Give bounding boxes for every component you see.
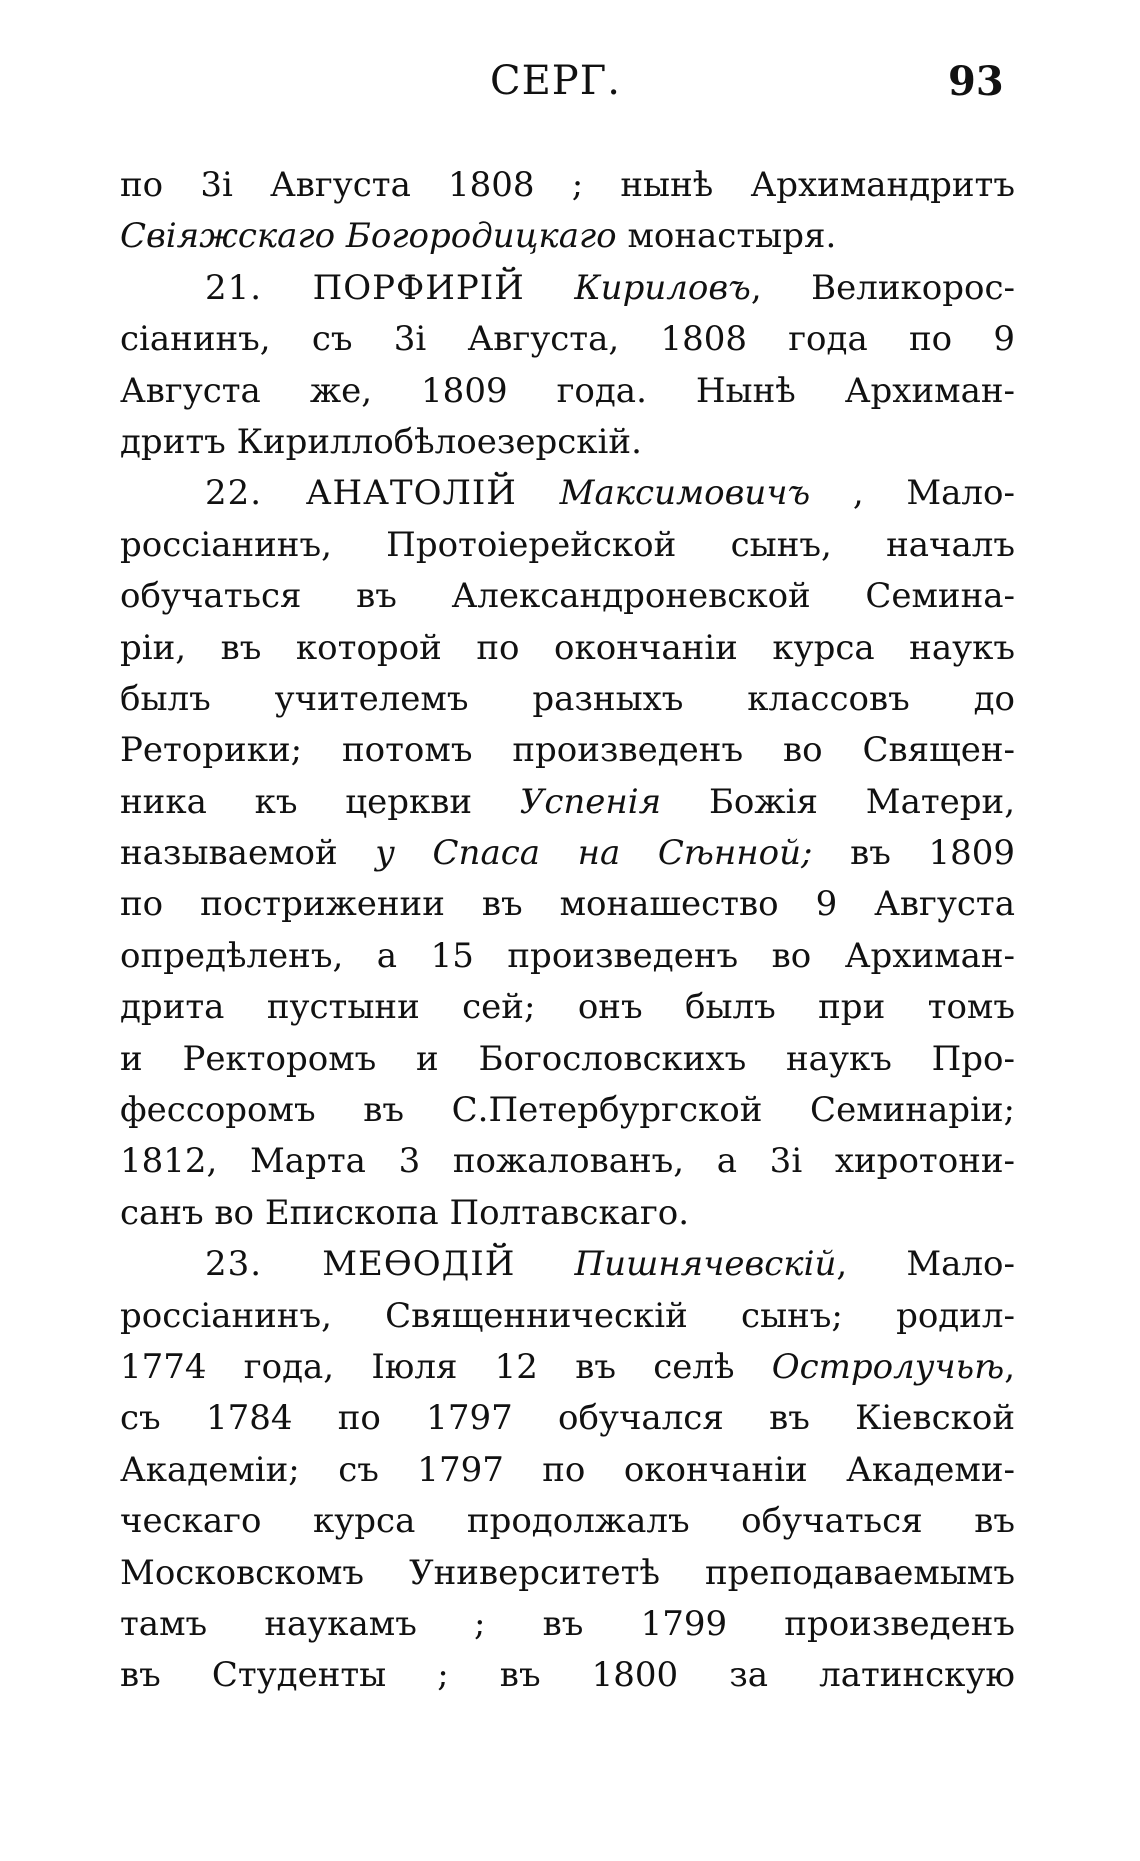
body-text xyxy=(120,160,1015,1702)
text-run: ріи, въ которой по окончаніи курса наукъ xyxy=(120,627,1015,668)
text-run: Академіи; съ 1797 по окончаніи Академи- xyxy=(120,1449,1015,1490)
entry-name: 22. АНАТОЛІЙ xyxy=(205,473,517,514)
text-run: , Мало- xyxy=(836,1244,1015,1285)
text-run: въ 1809 xyxy=(812,833,1015,874)
text-run: россіанинъ, Протоіерейской сынъ, началъ xyxy=(120,524,1015,565)
text-line xyxy=(120,1393,1015,1444)
entry-23-heading-line xyxy=(120,1239,1015,1290)
entry-surname: Максимовичъ xyxy=(516,473,811,514)
text-run: Успенія xyxy=(519,781,662,822)
text-run: Августа же, 1809 года. Нынѣ Архиман- xyxy=(120,370,1015,411)
text-run: санъ во Епископа Полтавскаго. xyxy=(120,1192,690,1233)
page-number: 93 xyxy=(948,58,1004,105)
text-run: съ 1784 по 1797 обучался въ Кіевской xyxy=(120,1398,1015,1439)
text-line xyxy=(120,571,1015,622)
text-line xyxy=(120,211,1015,262)
text-line xyxy=(120,777,1015,828)
text-line xyxy=(120,1034,1015,1085)
text-run: Реторики; потомъ произведенъ во Священ- xyxy=(120,730,1015,771)
text-run: , Великорос- xyxy=(750,267,1015,308)
text-line xyxy=(120,879,1015,930)
text-run: по 3i Августа 1808 ; нынѣ Архимандритъ xyxy=(120,165,1015,205)
entry-name: 23. МЕѲОДІЙ xyxy=(205,1244,516,1285)
text-run: называемой xyxy=(120,833,376,874)
text-line xyxy=(120,1548,1015,1599)
text-line xyxy=(120,674,1015,725)
text-line xyxy=(120,366,1015,417)
text-run: Божія Матери, xyxy=(661,781,1015,822)
text-line xyxy=(120,982,1015,1033)
text-run: Остролучьѣ xyxy=(771,1346,1005,1387)
text-line xyxy=(120,828,1015,879)
entry-21-heading-line xyxy=(120,263,1015,314)
text-run: фессоромъ въ С.Петербургской Семинаріи; xyxy=(120,1090,1015,1131)
text-run: въ Студенты ; въ 1800 за латинскую xyxy=(120,1655,1015,1696)
text-run: 1812, Марта 3 пожалованъ, а 3i хиротони- xyxy=(120,1141,1015,1182)
text-run: Свіяжскаго Богородицкаго xyxy=(120,216,617,257)
text-run: тамъ наукамъ ; въ 1799 произведенъ xyxy=(120,1603,1015,1644)
text-line xyxy=(120,160,1015,211)
text-line xyxy=(120,1188,1015,1239)
text-line xyxy=(120,1291,1015,1342)
text-line xyxy=(120,417,1015,468)
text-line xyxy=(120,1650,1015,1701)
text-run: россіанинъ, Священническій сынъ; родил- xyxy=(120,1295,1015,1336)
entry-surname: Пишнячевскій xyxy=(515,1244,837,1285)
text-line xyxy=(120,623,1015,674)
text-run: по пострижении въ монашество 9 Августа xyxy=(120,884,1015,925)
text-run: , xyxy=(1004,1346,1015,1387)
text-run: опредѣленъ, а 15 произведенъ во Архиман- xyxy=(120,935,1015,976)
entry-name: 21. ПОРФИРІЙ xyxy=(205,267,525,308)
text-run: сіанинъ, съ 3i Августа, 1808 года по 9 xyxy=(120,319,1015,360)
text-line xyxy=(120,1136,1015,1187)
entry-surname: Кириловъ xyxy=(524,267,751,308)
text-run: , Мало- xyxy=(810,473,1015,514)
text-line xyxy=(120,931,1015,982)
text-run: ника къ церкви xyxy=(120,781,520,822)
text-line xyxy=(120,314,1015,365)
text-line xyxy=(120,520,1015,571)
text-run: монастыря. xyxy=(616,216,837,257)
text-run: Московскомъ Университетѣ преподаваемымъ xyxy=(120,1552,1015,1593)
running-head-title: СЕРГ. xyxy=(490,58,621,104)
text-line xyxy=(120,1085,1015,1136)
text-line xyxy=(120,1342,1015,1393)
text-run: у Спаса на Сѣнной; xyxy=(375,833,813,874)
text-run: ческаго курса продолжалъ обучаться въ xyxy=(120,1501,1015,1542)
text-line xyxy=(120,1599,1015,1650)
text-line xyxy=(120,1496,1015,1547)
text-run: дритъ Кириллобѣлоезерскій. xyxy=(120,421,642,462)
entry-22-heading-line xyxy=(120,468,1015,519)
text-run: 1774 года, Іюля 12 въ селѣ xyxy=(120,1346,772,1387)
text-run: и Ректоромъ и Богословскихъ наукъ Про- xyxy=(120,1038,1015,1079)
text-run: обучаться въ Александроневской Семина- xyxy=(120,576,1015,617)
running-head xyxy=(0,58,1140,118)
text-run: былъ учителемъ разныхъ классовъ до xyxy=(120,678,1015,719)
text-line xyxy=(120,725,1015,776)
text-line xyxy=(120,1445,1015,1496)
text-run: дрита пустыни сей; онъ былъ при томъ xyxy=(120,987,1015,1028)
